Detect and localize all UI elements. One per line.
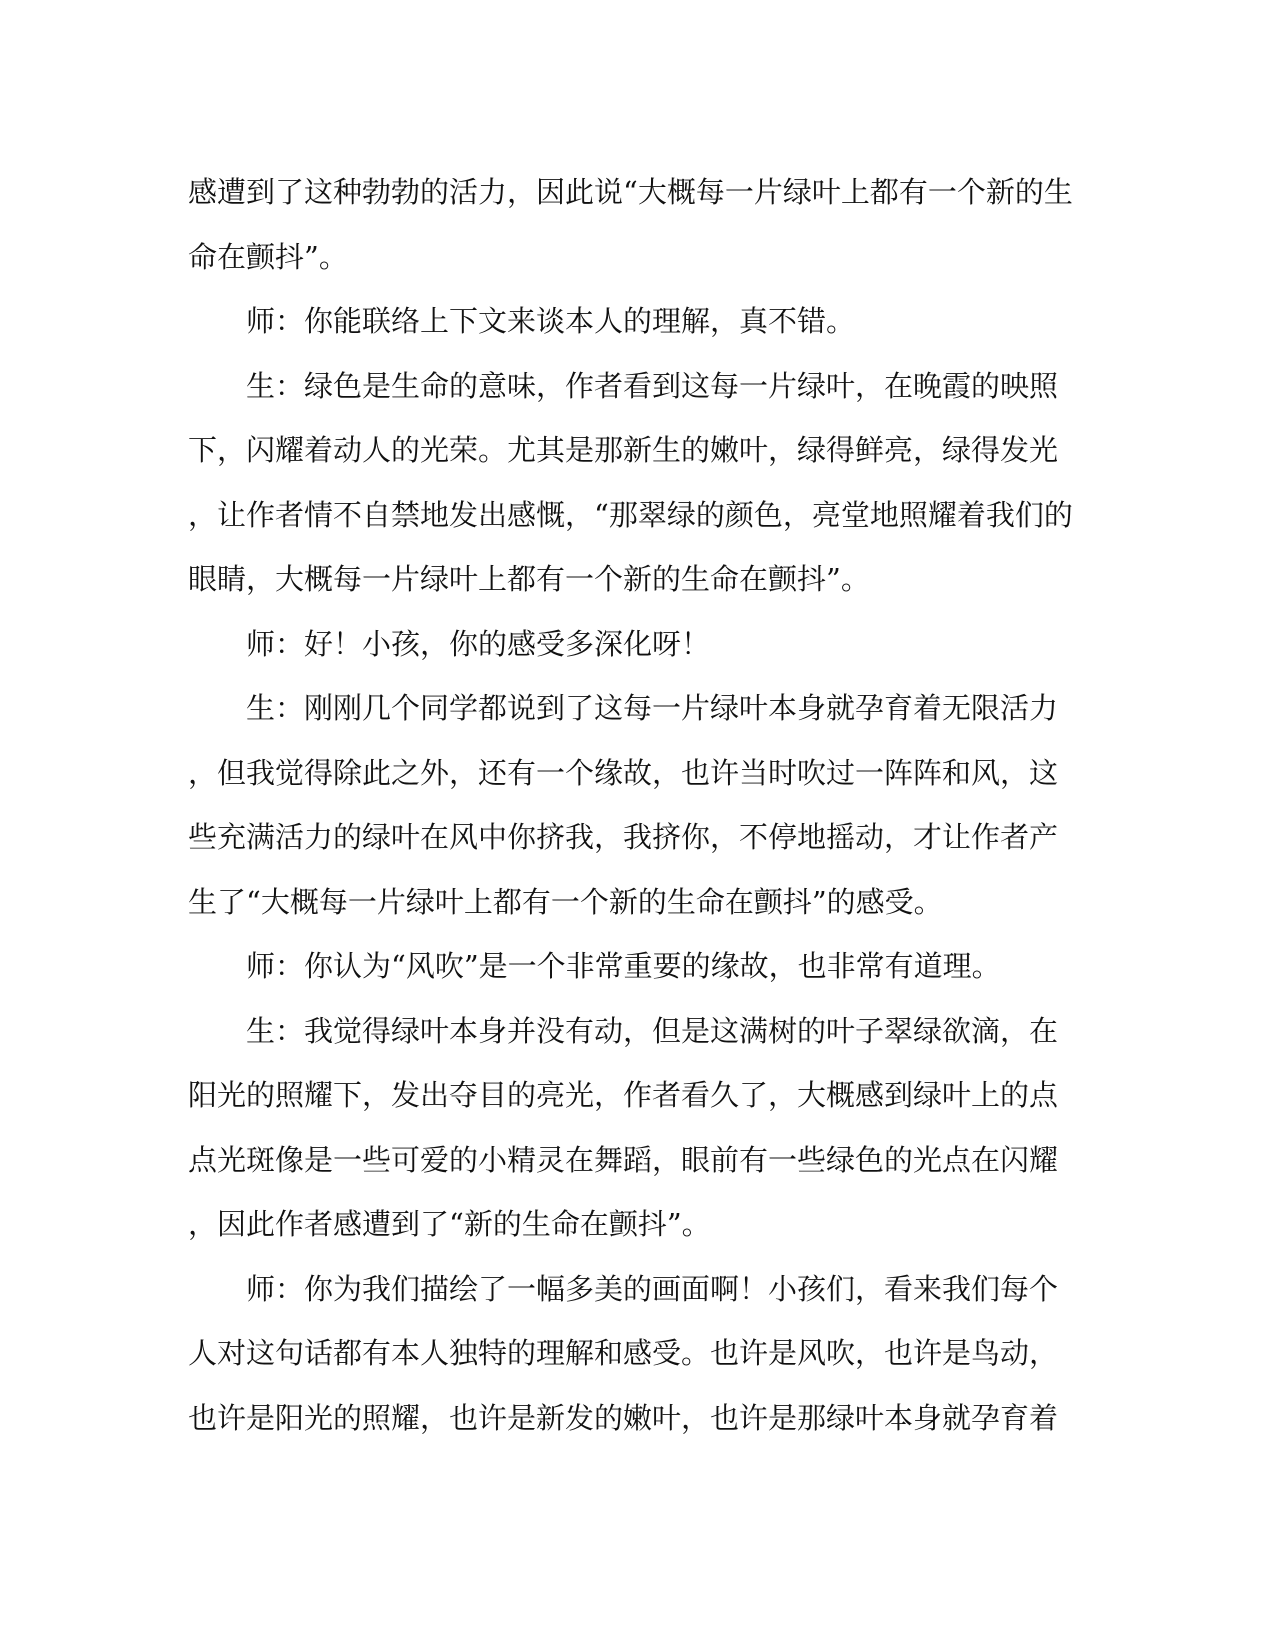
text-line: 阳光的照耀下，发出夺目的亮光，作者看久了，大概感到绿叶上的点 xyxy=(188,1078,1059,1112)
document-body xyxy=(188,160,1078,1450)
text-line: 命在颤抖”。 xyxy=(188,239,348,274)
text-line: 生：我觉得绿叶本身并没有动，但是这满树的叶子翠绿欲滴，在 xyxy=(246,1013,1059,1048)
text-line: 师：你为我们描绘了一幅多美的画面啊！小孩们，看来我们每个 xyxy=(246,1271,1059,1306)
text-line: 下，闪耀着动人的光荣。尤其是那新生的嫩叶，绿得鲜亮，绿得发光 xyxy=(188,433,1059,467)
text-line: 生：绿色是生命的意味，作者看到这每一片绿叶，在晚霞的映照 xyxy=(246,368,1059,403)
text-line: 也许是阳光的照耀，也许是新发的嫩叶，也许是那绿叶本身就孕育着 xyxy=(188,1400,1059,1435)
text-line: ，因此作者感遭到了“新的生命在颤抖”。 xyxy=(188,1207,711,1241)
text-line: 生了“大概每一片绿叶上都有一个新的生命在颤抖”的感受。 xyxy=(188,884,943,919)
text-line: 师：你认为“风吹”是一个非常重要的缘故，也非常有道理。 xyxy=(246,949,1001,983)
text-line: 人对这句话都有本人独特的理解和感受。也许是风吹，也许是鸟动， xyxy=(188,1336,1059,1370)
text-line: 些充满活力的绿叶在风中你挤我，我挤你，不停地摇动，才让作者产 xyxy=(188,820,1059,854)
text-line: 感遭到了这种勃勃的活力，因此说“大概每一片绿叶上都有一个新的生 xyxy=(188,175,1073,209)
text-line: ，让作者情不自禁地发出感慨，“那翠绿的颜色，亮堂地照耀着我们的 xyxy=(188,497,1073,532)
text-line: 生：刚刚几个同学都说到了这每一片绿叶本身就孕育着无限活力 xyxy=(246,691,1059,725)
text-line: 眼睛，大概每一片绿叶上都有一个新的生命在颤抖”。 xyxy=(188,562,870,596)
text-line: 师：你能联络上下文来谈本人的理解，真不错。 xyxy=(246,304,856,338)
text-line: 师：好！小孩，你的感受多深化呀！ xyxy=(246,626,711,661)
text-line: ，但我觉得除此之外，还有一个缘故，也许当时吹过一阵阵和风，这 xyxy=(188,755,1059,790)
text-line: 点光斑像是一些可爱的小精灵在舞蹈，眼前有一些绿色的光点在闪耀 xyxy=(188,1142,1059,1177)
